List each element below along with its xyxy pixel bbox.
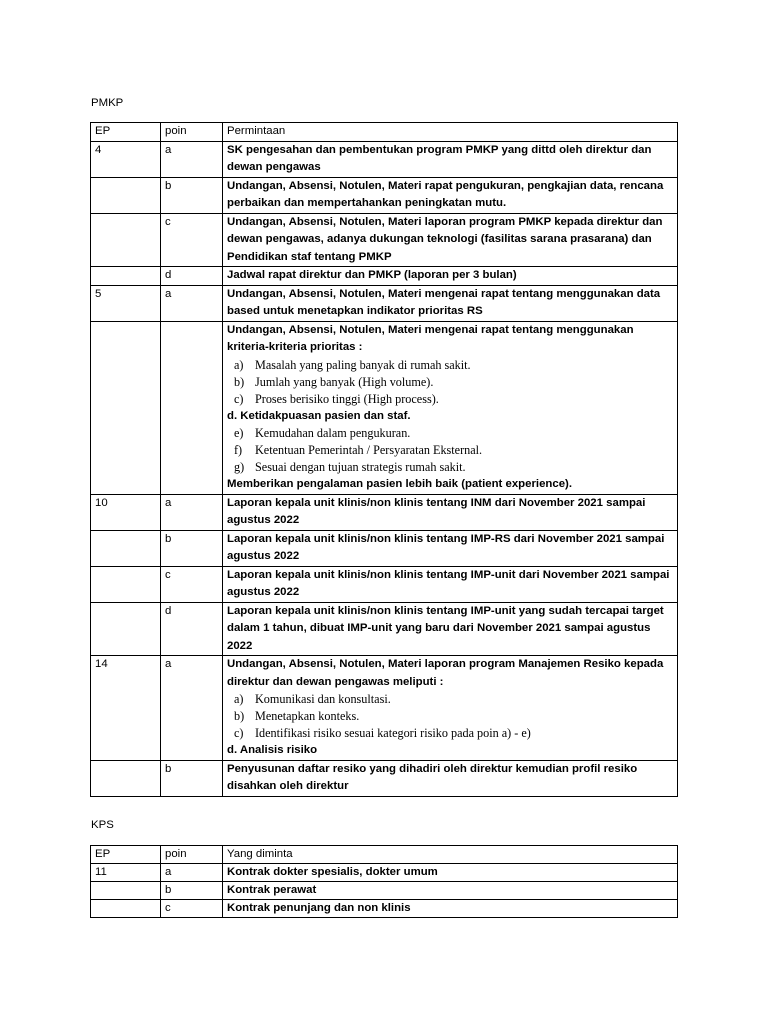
table-row [91, 864, 678, 882]
table-row [91, 177, 678, 213]
list-item: f) Ketentuan Pemerintah / Persyaratan Eksternal. [234, 443, 483, 457]
cell-poin: c [161, 213, 223, 267]
cell-ep [91, 900, 161, 918]
cell-request: Kontrak penunjang dan non klinis [223, 900, 678, 918]
header-ep: EP [91, 846, 161, 864]
cell-request: Laporan kepala unit klinis/non klinis tentang INM dari November 2021 sampai agustus 2022 [223, 494, 678, 530]
cell-ep: 10 [91, 494, 161, 530]
criteria-list [227, 425, 673, 476]
cell-request: Jadwal rapat direktur dan PMKP (laporan per 3 bulan) [223, 267, 678, 286]
cell-poin: a [161, 285, 223, 321]
list-item: b) Jumlah yang banyak (High volume). [234, 374, 434, 389]
cell-ep [91, 882, 161, 900]
table-row [91, 213, 678, 267]
list-item: c) Identifikasi risiko sesuai kategori risiko pada poin a) - e) [234, 726, 531, 740]
table-row [91, 494, 678, 530]
cell-poin: d [161, 602, 223, 656]
risk-intro: Undangan, Absensi, Notulen, Materi laporan program Manajemen Resiko kepada direktur dan dewan pengawas meliputi : [227, 658, 664, 688]
cell-poin: a [161, 494, 223, 530]
criteria-mid: d. Ketidakpuasan pasien dan staf. [227, 409, 411, 422]
table-row [91, 141, 678, 177]
cell-ep [91, 213, 161, 267]
cell-poin: b [161, 760, 223, 796]
list-item: e) Kemudahan dalam pengukuran. [234, 426, 411, 440]
cell-poin: b [161, 530, 223, 566]
risk-list [227, 691, 673, 742]
cell-ep [91, 321, 161, 494]
table-row [91, 900, 678, 918]
table-row [91, 285, 678, 321]
header-yang-diminta: Yang diminta [223, 846, 678, 864]
cell-request: SK pengesahan dan pembentukan program PMKP yang dittd oleh direktur dan dewan pengawas [223, 141, 678, 177]
cell-ep [91, 177, 161, 213]
cell-ep [91, 566, 161, 602]
cell-poin: b [161, 177, 223, 213]
cell-poin: d [161, 267, 223, 286]
cell-poin: b [161, 882, 223, 900]
cell-poin: a [161, 141, 223, 177]
table-header-row [91, 123, 678, 142]
list-item: a) Komunikasi dan konsultasi. [234, 692, 391, 706]
cell-request: Laporan kepala unit klinis/non klinis tentang IMP-unit dari November 2021 sampai agustus 2022 [223, 566, 678, 602]
table-row [91, 267, 678, 286]
cell-request: Undangan, Absensi, Notulen, Materi rapat pengukuran, pengkajian data, rencana perbaikan dan mempertahankan peningkatan mutu. [223, 177, 678, 213]
risk-outro: d. Analisis risiko [227, 744, 318, 756]
cell-ep: 11 [91, 864, 161, 882]
cell-request: Laporan kepala unit klinis/non klinis tentang IMP-unit yang sudah tercapai target dalam 1 tahun, dibuat IMP-unit yang baru dari November 2021 sampai agustus 2022 [223, 602, 678, 656]
cell-request: Kontrak perawat [223, 882, 678, 900]
table-row [91, 760, 678, 796]
header-permintaan: Permintaan [223, 123, 678, 142]
table-row [91, 530, 678, 566]
cell-poin: c [161, 566, 223, 602]
cell-request: Penyusunan daftar resiko yang dihadiri oleh direktur kemudian profil resiko disahkan oleh direktur [223, 760, 678, 796]
kps-table [90, 845, 678, 918]
cell-request: Laporan kepala unit klinis/non klinis tentang IMP-RS dari November 2021 sampai agustus 2022 [223, 530, 678, 566]
table-row [91, 882, 678, 900]
cell-request: Kontrak dokter spesialis, dokter umum [223, 864, 678, 882]
cell-request [223, 321, 678, 494]
cell-ep [91, 760, 161, 796]
pmkp-table [90, 122, 678, 797]
cell-ep: 4 [91, 141, 161, 177]
criteria-list [227, 357, 673, 408]
cell-ep [91, 602, 161, 656]
table-row [91, 566, 678, 602]
cell-request [223, 656, 678, 761]
header-poin: poin [161, 846, 223, 864]
criteria-outro: Memberikan pengalaman pasien lebih baik (patient experience). [227, 478, 572, 490]
kps-title: KPS [91, 819, 114, 831]
list-item: b) Menetapkan konteks. [234, 709, 360, 723]
table-row [91, 602, 678, 656]
table-row [91, 321, 678, 494]
list-item: g) Sesuai dengan tujuan strategis rumah sakit. [234, 460, 466, 474]
criteria-intro: Undangan, Absensi, Notulen, Materi mengenai rapat tentang menggunakan kriteria-kriteria prioritas : [227, 323, 634, 353]
cell-request: Undangan, Absensi, Notulen, Materi mengenai rapat tentang menggunakan data based untuk menetapkan indikator prioritas RS [223, 285, 678, 321]
cell-ep: 5 [91, 285, 161, 321]
list-item: c) Proses berisiko tinggi (High process). [234, 391, 439, 406]
cell-poin: a [161, 864, 223, 882]
cell-poin [161, 321, 223, 494]
list-item: a) Masalah yang paling banyak di rumah sakit. [234, 357, 471, 372]
cell-poin: a [161, 656, 223, 761]
cell-ep [91, 267, 161, 286]
cell-request: Undangan, Absensi, Notulen, Materi laporan program PMKP kepada direktur dan dewan pengawas, adanya dukungan teknologi (fasilitas sarana prasarana) dan Pendidikan staf tentang PMKP [223, 213, 678, 267]
cell-ep [91, 530, 161, 566]
table-header-row [91, 846, 678, 864]
table-row [91, 656, 678, 761]
cell-ep: 14 [91, 656, 161, 761]
header-ep: EP [91, 123, 161, 142]
cell-poin: c [161, 900, 223, 918]
header-poin: poin [161, 123, 223, 142]
pmkp-title: PMKP [91, 97, 124, 109]
